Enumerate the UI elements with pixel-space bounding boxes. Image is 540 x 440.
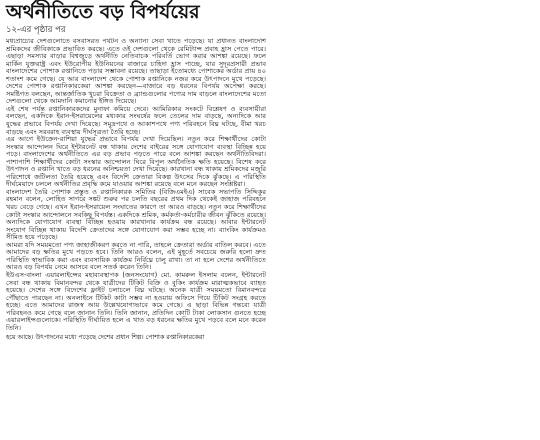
article-last-line: হয়ে আছে। উৎপাদনের মধ্যে পড়েছে দেশের প্রধান শিল্প। পোশাক রপ্তানিকারকেরা — [6, 334, 205, 342]
article-headline: অর্থনীতিতে বড় বিপর্যয়ের — [6, 1, 200, 23]
article-paragraph: এই শেষ পর্যন্ত রপ্তানিকারকদের মুনাফা কমিয়ে দেবে। আমিরিকার সংকটে বিশ্লেষণ ও ব্যবসায়ীরা বলছেন, একদিকে ইরান-ইসরায়েলের মধ্যকার সংঘর্ষের ফলে তেলের দাম বাড়ছে, অন্যদিকে আর যুদ্ধের প্রভাবে বিপর্যয় দেখা দিয়েছে। সমুদ্রপথে ও আকাশপথে পণ্য পরিবহনে বিঘ্ন ঘটছে, বীমা খরচ বাড়ছে এবং সরবরাহ ব্যবস্থায় দীর্ঘসূত্রতা তৈরি হচ্ছে। — [6, 104, 266, 136]
article-paragraph: বাংলাদেশ তৈরি পোশাক প্রস্তুত ও রপ্তানিকারক সমিতির (বিজিএমইএ) সাবেক সভাপতি সিদ্দিকুর রহমান বলেন, লোহিত সাগরে সঙ্কট শুরুর পর চলতি বছরের প্রথম দিক থেকেই জাহাজ পরিবহনে খরচ বেড়ে গেছে। এখন ইরান-ইসরায়েল সংঘাতের কারণে তা আরও বাড়ছে। নতুন করে শিক্ষার্থীদের কোটা সংস্কার আন্দোলনে সবকিছু বিপর্যস্ত। একদিকে শ্রমিক, কর্মকর্তা-কর্মচারীর জীবন ঝুঁকিতে রয়েছে। অন্যদিকে যোগাযোগ ব্যবস্থা বিচ্ছিন্ন হওয়ায় কারখানার কার্যক্রম বন্ধ রয়েছে। আবার ইন্টারনেট সংযোগ বিচ্ছিন্ন থাকায় বিদেশি ক্রেতাদের সঙ্গে যোগাযোগ করা সম্ভব হচ্ছে না। ব্যাংকিং কার্যক্রমও সীমিত হয়ে পড়েছে। — [6, 187, 266, 242]
article-paragraph: আমরা যদি সময়মতো পণ্য জাহাজীকরণ করতে না পারি, তাহলে ক্রেতারা অর্ডার বাতিল করবে। এতে আমাদের বড় ক্ষতির মুখে পড়তে হবে। তিনি আরও বলেন, এই মুহূর্তে সবচেয়ে জরুরি হলো দ্রুত পরিস্থিতি স্বাভাবিক করা এবং ব্যবসায়িক কার্যক্রম নির্বিঘ্নে চালু রাখা। তা না হলে দেশের অর্থনীতিতে আরও বড় বিপর্যয় নেমে আসবে বলে সতর্ক করেন তিনি। — [6, 240, 266, 272]
article-body — [6, 38, 266, 440]
article-paragraph: ইউএস-বাংলা এয়ারলাইন্সের মহাব্যবস্থাপক (জনসংযোগ) মো. কামরুল ইসলাম বলেন, ইন্টারনেট সেবা বন্ধ থাকায় বিমানবন্দর থেকে যাত্রীদের টিকিট বিক্রি ও বুকিং কার্যক্রম মারাত্মকভাবে ব্যাহত হয়েছে। দেশের সঙ্গে বিদেশের ফ্লাইট চলাচলে বিঘ্ন ঘটছে। অনেক যাত্রী সময়মতো বিমানবন্দরে পৌঁছাতে পারছেন না। অনলাইনে টিকিট কাটা সম্ভব না হওয়ায় অফিসে গিয়ে টিকিট সংগ্রহ করতে হচ্ছে। এতে আমাদের রাজস্ব আয় উল্লেখযোগ্যভাবে কমে গেছে। এ ছাড়া বিভিন্ন গন্তব্যে যাত্রী পরিবহনও কমে গেছে বলে জানান তিনি। তিনি জানান, প্রতিদিন কোটি টাকা লোকসান গুনতে হচ্ছে এয়ারলাইন্সগুলোকে। পরিস্থিতি দীর্ঘায়িত হলে এ খাত বড় ধরনের ক্ষতির মুখে পড়বে বলে মনে করেন তিনি। — [6, 270, 266, 332]
continued-from-label: ১২-এর পৃষ্ঠার পর — [6, 25, 66, 35]
article-paragraph: এর আগে ইউক্রেন-রাশিয়া যুদ্ধের প্রভাবে বিপর্যয় দেখা দিয়েছিল। নতুন করে শিক্ষার্থীদের কোটা সংস্কার আন্দোলন ঘিরে ইন্টারনেট বন্ধ থাকায় দেশের বাইরের সঙ্গে যোগাযোগ ব্যবস্থা বিচ্ছিন্ন হয়ে পড়ে। বাংলাদেশের অর্থনীতিতে এর বড় প্রভাব পড়তে পারে বলে আশঙ্কা করছেন অর্থনীতিবিদরা। পাশাপাশি শিক্ষার্থীদের কোটা সংস্কার আন্দোলন ঘিরে বিপুল অর্থনৈতিক ক্ষতি হয়েছে। বিশেষ করে উৎপাদন ও রপ্তানি খাতে বড় ধরনের অনিশ্চয়তা দেখা দিয়েছে। কারখানা বন্ধ থাকায় শ্রমিকদের মজুরি পরিশোধে জটিলতা তৈরি হয়েছে এবং বিদেশি ক্রেতারা বিকল্প উৎসের দিকে ঝুঁকছে। এ পরিস্থিতি দীর্ঘমেয়াদে চললে অর্থনীতির প্রবৃদ্ধি কমে যাওয়ার আশঙ্কা রয়েছে বলে মনে করছেন সংশ্লিষ্টরা। — [6, 135, 266, 189]
article-paragraph: মধ্যপ্রাচ্যের দেশগুলোতে বসবাসরত পর্যটন ও অন্যান্য সেবা খাতে পড়েছে। যা প্রধানত বাংলাদেশি শ্রমিকদের জীবিকাকে প্রভাবিত করছে। এতে ওই দেশগুলো থেকে রেমিট্যান্স প্রবাহ হ্রাস পেতে পারে। এছাড়া সমস্যার বাড়ার বিশ্বজুড়ে অর্থনীতি নেতিবাচক পরিবর্তি ভোগ করার আশঙ্কা রয়েছে। ফলে মার্কিন যুক্তরাষ্ট্র এবং ইউরোপীয় ইউনিয়নের বাজারে চাহিদা হ্রাস পাচ্ছে, যার সুদূরপ্রসারী প্রভাব বাংলাদেশের পোশাক রপ্তানিতে পড়ার সম্ভাবনা রয়েছে। তাছাড়া ইতোমধ্যে পোশাকের অর্ডার প্রায় ৪০ শতাংশ কমে গেছে। যে আর বাংলাদেশ থেকে পোশাক রপ্তানিকে নজর করে উৎপাদনে মুখে পড়েছে। দেশের পোশাক রপ্তানিকারকেরা আশঙ্কা করছেন—বাজারে বড় ধরনের বিপর্যয় অপেক্ষা করছে। সমষ্টিগত বলছেন, আন্তর্জাতিক খুচরা বিক্রেতা ও ব্র্যান্ডগুলোর পণ্যের দাম বাড়লে বাংলাদেশের মতো দেশগুলো থেকে আমদানি কমানোর ইঙ্গিত দিয়েছে। — [6, 38, 266, 106]
